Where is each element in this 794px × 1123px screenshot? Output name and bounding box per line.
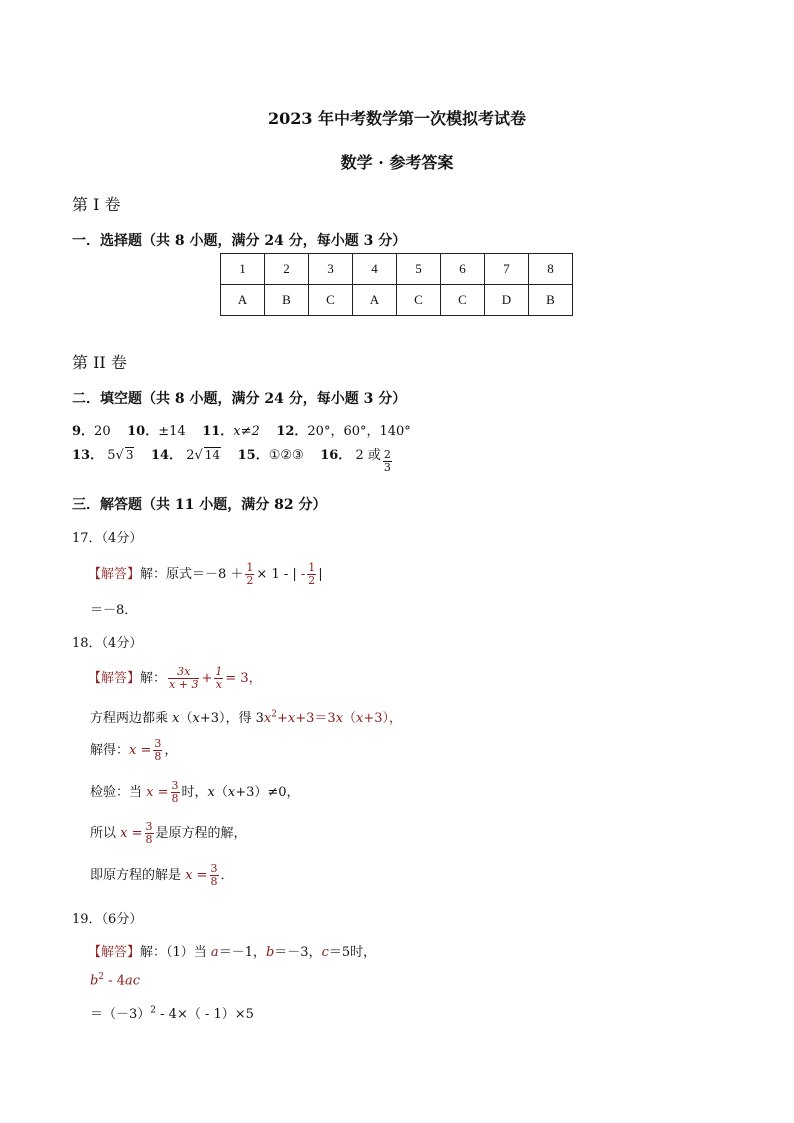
- text: +3＝3: [295, 711, 336, 726]
- answer-cell: B: [529, 285, 573, 316]
- section-3-heading: 三．解答题（共 11 小题，满分 82 分）: [72, 497, 327, 513]
- numerator: 2: [383, 448, 391, 461]
- q18-text: 解：: [140, 671, 167, 686]
- text: 解得：: [90, 743, 130, 758]
- q14-answer: [186, 448, 221, 463]
- question-number: 5: [397, 254, 441, 285]
- q13-coefficient: 5: [107, 448, 116, 463]
- variable: x =: [129, 743, 152, 758]
- variable: x: [172, 711, 180, 726]
- table-row: [221, 285, 573, 316]
- text: 即原方程的解是: [90, 868, 186, 883]
- numerator: 3: [154, 737, 162, 750]
- question-number: 7: [485, 254, 529, 285]
- page-title: 2023 年中考数学第一次模拟考试卷: [267, 109, 527, 128]
- text: （: [214, 785, 228, 800]
- q17-text-3: -: [296, 567, 306, 582]
- q12-number: 12．: [276, 424, 308, 439]
- variable: x: [207, 785, 215, 800]
- fraction: [145, 821, 154, 846]
- variable: x: [335, 711, 344, 726]
- variable: a: [210, 945, 219, 960]
- q18-line-6: [90, 863, 234, 888]
- question-number: 4: [353, 254, 397, 285]
- q15-number: 15．: [237, 448, 269, 463]
- numerator: 3: [171, 779, 179, 792]
- q17-text-4: |: [318, 567, 323, 582]
- variable: x =: [185, 868, 208, 883]
- q15-answer: ①②③: [268, 448, 304, 463]
- numerator: 1: [308, 561, 316, 574]
- variable: c: [321, 945, 329, 960]
- q10-number: 10．: [127, 424, 159, 439]
- exponent: 2: [150, 1005, 157, 1016]
- answer-cell: A: [353, 285, 397, 316]
- q9-answer: 20: [94, 424, 111, 439]
- question-number: 8: [529, 254, 573, 285]
- variable: x =: [120, 826, 143, 841]
- q16-answer: [355, 448, 393, 474]
- denominator: 2: [246, 574, 254, 587]
- denominator: 8: [171, 792, 179, 805]
- q17-heading: 17．（4分）: [72, 531, 143, 546]
- section-2-heading: 二．填空题（共 8 小题，满分 24 分，每小题 3 分）: [72, 391, 407, 407]
- variable: ac: [125, 973, 141, 989]
- fraction: [153, 738, 162, 763]
- variable: x: [287, 711, 296, 726]
- text: ，: [164, 743, 178, 758]
- question-number: 1: [221, 254, 265, 285]
- answer-cell: D: [485, 285, 529, 316]
- fraction: [307, 562, 316, 587]
- text: ＝5时，: [328, 945, 377, 960]
- sqrt-icon: √: [115, 448, 124, 463]
- variable: x: [227, 785, 236, 800]
- part-1-heading: 第 I 卷: [72, 195, 121, 214]
- q18-line-4: [90, 780, 300, 805]
- fraction: [214, 666, 223, 691]
- equals-text: = 3，: [225, 671, 262, 686]
- solution-tag: 【解答】: [88, 945, 141, 960]
- text: （: [343, 711, 357, 726]
- fraction: [245, 562, 254, 587]
- text: +: [277, 711, 288, 726]
- q19-heading: 19．（6分）: [72, 912, 143, 927]
- q18-line-1: [88, 666, 262, 691]
- denominator: x: [215, 678, 222, 691]
- exponent: 2: [98, 972, 105, 982]
- text: 方程两边都乘: [90, 711, 173, 726]
- numerator: 3: [145, 820, 153, 833]
- section-1-heading: 一．选择题（共 8 小题，满分 24 分，每小题 3 分）: [72, 233, 407, 249]
- numerator: 3x: [177, 665, 191, 678]
- variable: x: [263, 711, 272, 726]
- text: 是原方程的解，: [155, 826, 247, 841]
- q19-line-2: [90, 972, 140, 988]
- answer-cell: C: [441, 285, 485, 316]
- denominator: x + 3: [169, 678, 199, 691]
- fraction: [210, 863, 219, 888]
- answer-cell: A: [221, 285, 265, 316]
- text: （: [179, 711, 193, 726]
- denominator: 8: [210, 875, 218, 888]
- q13-number: 13．: [72, 448, 104, 463]
- q12-answer: 20°，60°，140°: [307, 424, 411, 439]
- numerator: 3: [210, 862, 218, 875]
- text: +3），: [363, 711, 403, 726]
- variable: x =: [146, 785, 169, 800]
- variable: b: [265, 945, 275, 960]
- answer-cell: B: [265, 285, 309, 316]
- text: ＝－1，: [218, 945, 266, 960]
- part-2-heading: 第 II 卷: [72, 353, 127, 372]
- table-row: [221, 254, 573, 285]
- q19-line-3: [90, 1003, 254, 1022]
- denominator: 2: [308, 574, 316, 587]
- question-number: 6: [441, 254, 485, 285]
- q17-line-1: [88, 562, 323, 587]
- sqrt-icon: √: [194, 448, 203, 463]
- fill-row-1: [72, 420, 411, 439]
- text: - 4×（ - 1）×5: [156, 1007, 254, 1022]
- denominator: 8: [145, 833, 153, 846]
- q18-heading: 18．（4分）: [72, 636, 143, 651]
- q17-text-2: × 1 - |: [256, 567, 297, 582]
- text: +3），得 3: [199, 711, 264, 726]
- text: 解：（1）当: [140, 945, 211, 960]
- q9-number: 9．: [72, 424, 95, 439]
- q11-number: 11．: [202, 424, 234, 439]
- text: 检验：当: [90, 785, 147, 800]
- q10-answer: ±14: [158, 424, 186, 439]
- text: - 4: [104, 973, 125, 989]
- q18-line-5: [90, 821, 247, 846]
- answer-cell: C: [309, 285, 353, 316]
- q16-fraction: [383, 449, 392, 474]
- text: 时，: [181, 785, 208, 800]
- q13-radicand: 3: [125, 448, 134, 462]
- text: ＝（－3）: [90, 1007, 151, 1022]
- q14-radicand: 14: [204, 448, 221, 462]
- solution-tag: 【解答】: [88, 567, 141, 582]
- plus-sign: +: [201, 671, 213, 686]
- q17-line-2: ＝－8．: [90, 603, 138, 618]
- q13-answer: [107, 448, 134, 463]
- variable: x: [192, 711, 200, 726]
- q16-text: 2 或: [355, 448, 381, 463]
- question-number: 2: [265, 254, 309, 285]
- denominator: 3: [383, 461, 391, 474]
- q14-number: 14．: [150, 448, 183, 463]
- q18-line-3: [90, 738, 177, 763]
- answer-cell: C: [397, 285, 441, 316]
- numerator: 1: [246, 561, 254, 574]
- fraction: [168, 666, 199, 691]
- q19-line-1: [88, 941, 376, 960]
- q16-number: 16．: [320, 448, 352, 463]
- exponent: 2: [271, 709, 277, 720]
- variable: x: [356, 711, 364, 726]
- page-subtitle: 数学 · 参考答案: [340, 153, 454, 172]
- text: 所以: [90, 826, 121, 841]
- q17-text-1: 解：原式＝－8 ＋: [140, 567, 244, 582]
- text: ＝－3，: [274, 945, 322, 960]
- fill-row-2: [72, 444, 394, 474]
- fraction: [171, 780, 180, 805]
- numerator: 1: [215, 665, 223, 678]
- question-number: 3: [309, 254, 353, 285]
- q18-line-2: [90, 707, 402, 726]
- q11-answer: x≠2: [233, 424, 260, 439]
- variable: b: [90, 973, 99, 989]
- text: ．: [220, 868, 234, 883]
- answer-table: [220, 253, 573, 316]
- q14-coefficient: 2: [186, 448, 195, 463]
- denominator: 8: [154, 750, 162, 763]
- text: +3）≠0，: [235, 785, 300, 800]
- solution-tag: 【解答】: [88, 671, 141, 686]
